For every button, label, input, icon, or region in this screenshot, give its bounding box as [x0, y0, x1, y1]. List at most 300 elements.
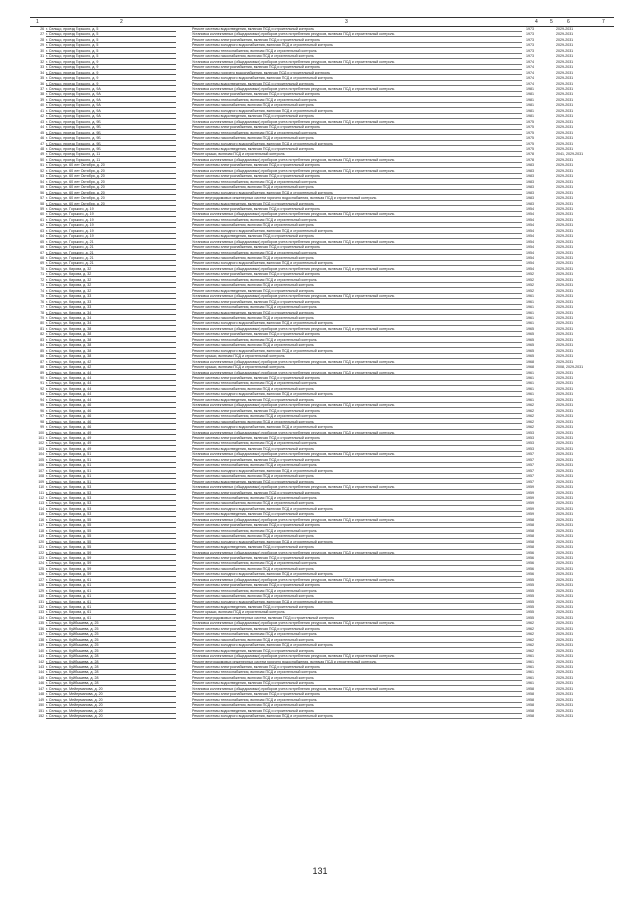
row-build-year: 1955	[526, 583, 534, 588]
row-address: г. Сельцо, ул. Кирова, д. 42	[46, 360, 176, 365]
row-build-year: 1981	[526, 108, 534, 113]
row-repair-period: 2029-2031	[556, 610, 574, 615]
row-work-type: Ремонт системы электроснабжения, включая ПСД и строительный контроль	[192, 272, 522, 277]
row-build-year: 1962	[526, 425, 534, 430]
row-number: 68	[40, 256, 44, 261]
row-number: 134	[38, 615, 44, 620]
row-address: г. Сельцо, проезд Горького, д. 9Б	[46, 142, 176, 147]
row-address: г. Сельцо, проезд Горького, д. 9Б	[46, 125, 176, 130]
row-number: 74	[40, 288, 44, 293]
row-number: 81	[40, 326, 44, 331]
row-repair-period: 2029-2031	[556, 386, 574, 391]
row-repair-period: 2029-2031	[556, 637, 574, 642]
row-work-type: Установка коллективных (общедомовых) приборов учета потребления ресурсов, включая ПСД и строительный контроль	[192, 485, 522, 490]
row-work-type: Установка коллективных (общедомовых) приборов учета потребления ресурсов, включая ПСД и строительный контроль	[192, 32, 522, 37]
row-number: 37	[40, 86, 44, 91]
row-repair-period: 2029-2031	[556, 545, 574, 550]
row-repair-period: 2029-2031	[556, 468, 574, 473]
row-address: г. Сельцо, ул. Кирова, д. 46	[46, 403, 176, 408]
row-number: 72	[40, 277, 44, 282]
row-address: г. Сельцо, ул. Кирова, д. 44	[46, 371, 176, 376]
row-work-type: Ремонт системы холодного водоснабжения, включая ПСД и строительный контроль	[192, 229, 522, 234]
row-number: 71	[40, 272, 44, 277]
row-address: г. Сельцо, проезд Горького, д. 5	[46, 32, 176, 37]
row-work-type: Ремонт системы теплоснабжения, включая ПСД и строительный контроль	[192, 414, 522, 419]
header-col-6: 6	[567, 19, 570, 25]
row-work-type: Ремонт системы теплоснабжения, включая ПСД и строительный контроль	[192, 251, 522, 256]
row-repair-period: 2029-2031	[556, 555, 574, 560]
row-number: 109	[38, 479, 44, 484]
row-build-year: 1957	[526, 468, 534, 473]
row-work-type: Установка коллективных (общедомовых) приборов учета потребления ресурсов, включая ПСД и строительный контроль	[192, 60, 522, 65]
row-repair-period: 2029-2031	[556, 588, 574, 593]
row-work-type: Ремонт системы теплоснабжения, включая ПСД и строительный контроль	[192, 218, 522, 223]
row-work-type: Установка коллективных (общедомовых) приборов учета потребления ресурсов, включая ПСД и строительный контроль	[192, 518, 522, 523]
row-number: 96	[40, 408, 44, 413]
row-build-year: 1983	[526, 179, 534, 184]
row-work-type: Установка коллективных (общедомовых) приборов учета потребления ресурсов, включая ПСД и строительный контроль	[192, 551, 522, 556]
row-number: 107	[38, 468, 44, 473]
row-address: г. Сельцо, ул. Кирова, д. 55	[46, 529, 176, 534]
row-build-year: 1965	[526, 337, 534, 342]
row-address: г. Сельцо, ул. Горького, д. 21	[46, 251, 176, 256]
row-build-year: 1958	[526, 523, 534, 528]
row-repair-period: 2029-2031	[556, 583, 574, 588]
row-repair-period: 2029-2031	[556, 256, 574, 261]
row-address: г. Сельцо, ул. Кирова, д. 61	[46, 605, 176, 610]
row-work-type: Установка коллективных (общедомовых) приборов учета потребления ресурсов, включая ПСД и строительный контроль	[192, 240, 522, 245]
row-work-type: Установка коллективных (общедомовых) приборов учета потребления ресурсов, включая ПСД и строительный контроль	[192, 120, 522, 125]
row-work-type: Ремонт системы холодного водоснабжения, включая ПСД и строительный контроль	[192, 392, 522, 397]
row-address: г. Сельцо, ул. Кирова, д. 46	[46, 425, 176, 430]
row-number: 116	[38, 517, 44, 522]
row-repair-period: 2029-2031	[556, 665, 574, 670]
row-number: 131	[38, 599, 44, 604]
row-work-type: Ремонт системы электроснабжения, включая ПСД и строительный контроль	[192, 207, 522, 212]
row-work-type: Ремонт системы газоснабжения, включая ПСД и строительный контроль	[192, 223, 522, 228]
repair-schedule-table	[30, 27, 620, 720]
row-build-year: 1962	[526, 403, 534, 408]
row-repair-period: 2029-2031	[556, 506, 574, 511]
row-work-type: Ремонт системы газоснабжения, включая ПСД и строительный контроль	[192, 256, 522, 261]
row-repair-period: 2029-2031	[556, 539, 574, 544]
row-address: г. Сельцо, ул. Кирова, д. 32	[46, 267, 176, 272]
row-address: г. Сельцо, ул. Кирова, д. 49	[46, 436, 176, 441]
row-number: 33	[40, 65, 44, 70]
row-repair-period: 2029-2031	[556, 185, 574, 190]
row-build-year: 1954	[526, 212, 534, 217]
row-repair-period: 2029-2031	[556, 572, 574, 577]
row-build-year: 1953	[526, 446, 534, 451]
row-number: 127	[38, 577, 44, 582]
row-work-type: Ремонт системы теплоснабжения, включая ПСД и строительный контроль	[192, 441, 522, 446]
row-build-year: 1974	[526, 59, 534, 64]
row-address: г. Сельцо, ул. Горького, д. 19	[46, 229, 176, 234]
row-address: г. Сельцо, ул. Кирова, д. 38	[46, 349, 176, 354]
row-repair-period: 2029-2031	[556, 457, 574, 462]
row-address: г. Сельцо, проезд Горького, д. 11	[46, 158, 176, 163]
row-address: г. Сельцо, ул. Кирова, д. 59	[46, 572, 176, 577]
row-build-year: 1983	[526, 201, 534, 206]
row-repair-period: 2029-2031	[556, 403, 574, 408]
row-work-type: Установка коллективных (общедомовых) приборов учета потребления ресурсов, включая ПСД и строительный контроль	[192, 294, 522, 299]
row-number: 105	[38, 457, 44, 462]
row-address: г. Сельцо, ул. Горького, д. 21	[46, 256, 176, 261]
row-repair-period: 2029-2031	[556, 157, 574, 162]
row-work-type: Ремонт системы водоотведения, включая ПСД и строительный контроль	[192, 447, 522, 452]
row-address: г. Сельцо, ул. Кирова, д. 38	[46, 354, 176, 359]
row-repair-period: 2029-2031	[556, 605, 574, 610]
row-repair-period: 2029-2031	[556, 76, 574, 81]
row-repair-period: 2029-2031	[556, 654, 574, 659]
row-build-year: 1981	[526, 114, 534, 119]
row-work-type: Ремонт системы теплоснабжения, включая ПСД и строительный контроль	[192, 98, 522, 103]
row-address: г. Сельцо, ул. Кирова, д. 44	[46, 387, 176, 392]
row-address: г. Сельцо, ул. Кирова, д. 42	[46, 365, 176, 370]
row-repair-period: 2029-2031	[556, 305, 574, 310]
row-repair-period: 2029-2031	[556, 495, 574, 500]
row-address: г. Сельцо, ул. Мейерманова, д. 20	[46, 692, 176, 697]
row-repair-period: 2029-2031	[556, 37, 574, 42]
row-repair-period: 2029-2031	[556, 59, 574, 64]
row-address: г. Сельцо, ул. Кирова, д. 44	[46, 376, 176, 381]
row-build-year: 1954	[526, 266, 534, 271]
row-repair-period: 2029-2031	[556, 381, 574, 386]
row-number: 31	[40, 54, 44, 59]
row-work-type: Ремонт системы газоснабжения, включая ПСД и строительный контроль	[192, 703, 522, 708]
row-work-type: Ремонт системы теплоснабжения, включая ПСД и строительный контроль	[192, 305, 522, 310]
row-address: г. Сельцо, ул. Кирова, д. 51	[46, 469, 176, 474]
row-build-year: 1961	[526, 386, 534, 391]
row-work-type: Ремонт системы газоснабжения, включая ПСД и строительный контроль	[192, 343, 522, 348]
row-build-year: 1961	[526, 299, 534, 304]
row-build-year: 1956	[526, 555, 534, 560]
row-address: г. Сельцо, ул. Кирова, д. 59	[46, 551, 176, 556]
row-build-year: 1981	[526, 97, 534, 102]
row-repair-period: 2029-2031	[556, 419, 574, 424]
row-build-year: 1961	[526, 392, 534, 397]
row-address: г. Сельцо, ул. Кирова, д. 53	[46, 501, 176, 506]
row-repair-period: 2029-2031	[556, 397, 574, 402]
row-repair-period: 2029-2031	[556, 234, 574, 239]
row-address: г. Сельцо, ул. Кирова, д. 32	[46, 272, 176, 277]
row-address: г. Сельцо, ул. Кирова, д. 44	[46, 398, 176, 403]
row-repair-period: 2029-2031	[556, 190, 574, 195]
row-number: 44	[40, 125, 44, 130]
row-build-year: 1961	[526, 681, 534, 686]
row-number: 143	[38, 665, 44, 670]
row-number: 67	[40, 250, 44, 255]
row-work-type: Ремонт внутридомовых инженерных систем, включая ПСД и строительный контроль	[192, 616, 522, 621]
row-number: 114	[38, 506, 44, 511]
row-build-year: 1957	[526, 452, 534, 457]
row-address: г. Сельцо, проезд Горького, д. 9А	[46, 98, 176, 103]
row-number: 35	[40, 76, 44, 81]
row-number: 36	[40, 81, 44, 86]
row-number: 52	[40, 168, 44, 173]
row-work-type: Установка коллективных (общедомовых) приборов учета потребления ресурсов, включая ПСД и строительный контроль	[192, 431, 522, 436]
row-address: г. Сельцо, ул. Мейерманова, д. 20	[46, 703, 176, 708]
row-number: 136	[38, 626, 44, 631]
row-address: г. Сельцо, ул. Кирова, д. 53	[46, 491, 176, 496]
row-address: г. Сельцо, ул. Кирова, д. 61	[46, 583, 176, 588]
row-work-type: Ремонт системы электроснабжения, включая ПСД и строительный контроль	[192, 409, 522, 414]
row-work-type: Ремонт системы электроснабжения, включая ПСД и строительный контроль	[192, 163, 522, 168]
row-address: г. Сельцо, ул. Кирова, д. 46	[46, 409, 176, 414]
row-repair-period: 2029-2031	[556, 659, 574, 664]
row-build-year: 1961	[526, 316, 534, 321]
row-build-year: 1962	[526, 626, 534, 631]
row-number: 65	[40, 239, 44, 244]
row-number: 70	[40, 266, 44, 271]
row-work-type: Ремонт системы холодного водоснабжения, включая ПСД и строительный контроль	[192, 540, 522, 545]
row-build-year: 1961	[526, 654, 534, 659]
row-repair-period: 2041, 2029-2031	[556, 152, 584, 157]
row-repair-period: 2029-2031	[556, 359, 574, 364]
row-number: 98	[40, 419, 44, 424]
row-work-type: Ремонт системы электроснабжения, включая ПСД и строительный контроль	[192, 300, 522, 305]
row-work-type: Ремонт системы электроснабжения, включая ПСД и строительный контроль	[192, 627, 522, 632]
row-address: г. Сельцо, ул. Кирова, д. 33	[46, 294, 176, 299]
row-repair-period: 2029-2031	[556, 119, 574, 124]
row-build-year: 1983	[526, 196, 534, 201]
row-number: 80	[40, 321, 44, 326]
row-repair-period: 2029-2031	[556, 294, 574, 299]
row-address: г. Сельцо, ул. Куйбышева, д. 28	[46, 676, 176, 681]
row-number: 103	[38, 446, 44, 451]
row-repair-period: 2029-2031	[556, 196, 574, 201]
row-address: г. Сельцо, ул. Куйбышева, д. 28	[46, 681, 176, 686]
row-work-type: Ремонт системы водоотведения, включая ПСД и строительный контроль	[192, 27, 522, 32]
row-repair-period: 2029-2031	[556, 621, 574, 626]
row-number: 84	[40, 343, 44, 348]
row-build-year: 1962	[526, 643, 534, 648]
row-number: 130	[38, 594, 44, 599]
row-number: 104	[38, 452, 44, 457]
row-build-year: 1953	[526, 441, 534, 446]
row-address: г. Сельцо, проезд Горького, д. 5	[46, 27, 176, 32]
row-number: 129	[38, 588, 44, 593]
row-address: г. Сельцо, ул. Кирова, д. 38	[46, 327, 176, 332]
row-address: г. Сельцо, ул. Куйбышева, д. 25	[46, 649, 176, 654]
row-repair-period: 2029-2031	[556, 146, 574, 151]
row-repair-period: 2029-2031	[556, 136, 574, 141]
row-address: г. Сельцо, ул. Мейерманова, д. 20	[46, 714, 176, 719]
row-build-year: 1955	[526, 577, 534, 582]
row-number: 58	[40, 201, 44, 206]
row-repair-period: 2029-2031	[556, 479, 574, 484]
row-address: г. Сельцо, ул. 60 лет Октября, д. 20	[46, 163, 176, 168]
row-build-year: 1973	[526, 54, 534, 59]
row-build-year: 1958	[526, 539, 534, 544]
row-number: 63	[40, 228, 44, 233]
row-work-type: Ремонт системы теплоснабжения, включая ПСД и строительный контроль	[192, 670, 522, 675]
row-repair-period: 2029-2031	[556, 228, 574, 233]
row-address: г. Сельцо, ул. Кирова, д. 59	[46, 567, 176, 572]
row-work-type: Ремонт системы водоотведения, включая ПСД и строительный контроль	[192, 398, 522, 403]
row-build-year: 1973	[526, 43, 534, 48]
row-address: г. Сельцо, ул. Кирова, д. 49	[46, 441, 176, 446]
row-build-year: 1954	[526, 228, 534, 233]
row-build-year: 1957	[526, 463, 534, 468]
row-repair-period: 2029-2031	[556, 561, 574, 566]
row-number: 111	[38, 490, 44, 495]
row-build-year: 1958	[526, 528, 534, 533]
row-address: г. Сельцо, ул. 60 лет Октября, д. 20	[46, 169, 176, 174]
row-repair-period: 2029-2031	[556, 92, 574, 97]
row-work-type: Установка коллективных (общедомовых) приборов учета потребления ресурсов, включая ПСД и строительный контроль	[192, 158, 522, 163]
row-build-year: 1959	[526, 512, 534, 517]
row-work-type: Ремонт системы теплоснабжения, включая ПСД и строительный контроль	[192, 278, 522, 283]
row-repair-period: 2029-2031	[556, 599, 574, 604]
row-number: 40	[40, 103, 44, 108]
row-address: г. Сельцо, проезд Горького, д. 5	[46, 43, 176, 48]
row-build-year: 1958	[526, 708, 534, 713]
row-work-type: Ремонт системы газоснабжения, включая ПСД и строительный контроль	[192, 676, 522, 681]
row-work-type: Ремонт системы газоснабжения, включая ПСД и строительный контроль	[192, 501, 522, 506]
row-number: 27	[40, 32, 44, 37]
row-number: 118	[38, 528, 44, 533]
row-address: г. Сельцо, ул. Мейерманова, д. 20	[46, 709, 176, 714]
row-number: 149	[38, 697, 44, 702]
row-work-type: Ремонт системы электроснабжения, включая ПСД и строительный контроль	[192, 523, 522, 528]
row-address: г. Сельцо, ул. Кирова, д. 59	[46, 561, 176, 566]
row-number: 112	[38, 495, 44, 500]
row-address: г. Сельцо, проезд Горького, д. 9Б	[46, 120, 176, 125]
row-work-type: Ремонт системы холодного водоснабжения, включая ПСД и строительный контроль	[192, 349, 522, 354]
row-repair-period: 2029-2031	[556, 103, 574, 108]
row-address: г. Сельцо, проезд Горького, д. 9Б	[46, 136, 176, 141]
row-address: г. Сельцо, проезд Горького, д. 9	[46, 60, 176, 65]
row-number: 120	[38, 539, 44, 544]
row-repair-period: 2029-2031	[556, 125, 574, 130]
row-work-type: Ремонт крыши, включая ПСД и строительный контроль	[192, 365, 522, 370]
row-work-type: Ремонт системы холодного водоснабжения, включая ПСД и строительный контроль	[192, 643, 522, 648]
row-address: г. Сельцо, проезд Горького, д. 5	[46, 49, 176, 54]
row-repair-period: 2029-2031	[556, 65, 574, 70]
row-work-type: Установка коллективных (общедомовых) приборов учета потребления ресурсов, включая ПСД и строительный контроль	[192, 403, 522, 408]
row-repair-period: 2029-2031	[556, 648, 574, 653]
row-work-type: Установка коллективных (общедомовых) приборов учета потребления ресурсов, включая ПСД и строительный контроль	[192, 212, 522, 217]
row-repair-period: 2029-2031	[556, 686, 574, 691]
row-repair-period: 2029-2031	[556, 266, 574, 271]
row-number: 55	[40, 185, 44, 190]
header-col-1: 1	[36, 19, 39, 25]
row-build-year: 1959	[526, 485, 534, 490]
row-build-year: 1962	[526, 414, 534, 419]
row-work-type: Ремонт системы теплоснабжения, включая ПСД и строительный контроль	[192, 561, 522, 566]
row-work-type: Ремонт системы водоотведения, включая ПСД и строительный контроль	[192, 545, 522, 550]
row-work-type: Ремонт системы водоотведения, включая ПСД и строительный контроль	[192, 709, 522, 714]
row-build-year: 1965	[526, 343, 534, 348]
row-address: г. Сельцо, ул. Кирова, д. 61	[46, 589, 176, 594]
row-work-type: Ремонт системы теплоснабжения, включая ПСД и строительный контроль	[192, 381, 522, 386]
row-repair-period: 2029-2031	[556, 332, 574, 337]
row-repair-period: 2029-2031	[556, 534, 574, 539]
row-address: г. Сельцо, ул. Горького, д. 21	[46, 240, 176, 245]
row-number: 102	[38, 441, 44, 446]
row-work-type: Ремонт системы горячего водоснабжения, включая ПСД и строительный контроль	[192, 71, 522, 76]
row-number: 49	[40, 152, 44, 157]
row-repair-period: 2029-2031	[556, 288, 574, 293]
row-address: г. Сельцо, ул. Кирова, д. 61	[46, 616, 176, 621]
row-work-type: Ремонт внутридомовых инженерных систем горячего водоснабжения, включая ПСД и строительный контроль	[192, 196, 522, 201]
row-number: 87	[40, 359, 44, 364]
row-number: 133	[38, 610, 44, 615]
row-number: 151	[38, 708, 44, 713]
row-build-year: 1965	[526, 354, 534, 359]
row-address: г. Сельцо, ул. Кирова, д. 53	[46, 507, 176, 512]
row-number: 138	[38, 637, 44, 642]
row-work-type: Ремонт системы электроснабжения, включая ПСД и строительный контроль	[192, 458, 522, 463]
row-address: г. Сельцо, ул. 60 лет Октября, д. 20	[46, 185, 176, 190]
row-build-year: 1956	[526, 572, 534, 577]
row-address: г. Сельцо, ул. Кирова, д. 61	[46, 600, 176, 605]
row-repair-period: 2029-2031	[556, 414, 574, 419]
row-work-type: Ремонт системы теплоснабжения, включая ПСД и строительный контроль	[192, 496, 522, 501]
row-number: 47	[40, 141, 44, 146]
row-build-year: 1958	[526, 692, 534, 697]
row-build-year: 1975	[526, 141, 534, 146]
row-address: г. Сельцо, ул. 60 лет Октября, д. 20	[46, 202, 176, 207]
row-number: 88	[40, 365, 44, 370]
row-work-type: Ремонт системы газоснабжения, включая ПСД и строительный контроль	[192, 474, 522, 479]
row-repair-period: 2008, 2029-2031	[556, 365, 584, 370]
header-col-3: 3	[345, 19, 348, 25]
row-work-type: Ремонт системы холодного водоснабжения, включая ПСД и строительный контроль	[192, 321, 522, 326]
row-build-year: 1954	[526, 261, 534, 266]
row-number: 150	[38, 703, 44, 708]
row-repair-period: 2029-2031	[556, 310, 574, 315]
row-work-type: Ремонт системы водоотведения, включая ПСД и строительный контроль	[192, 649, 522, 654]
row-address: г. Сельцо, ул. Кирова, д. 53	[46, 512, 176, 517]
row-repair-period: 2029-2031	[556, 675, 574, 680]
row-repair-period: 2029-2031	[556, 435, 574, 440]
row-address: г. Сельцо, ул. Кирова, д. 34	[46, 316, 176, 321]
row-build-year: 1954	[526, 217, 534, 222]
row-build-year: 1956	[526, 561, 534, 566]
row-build-year: 1965	[526, 332, 534, 337]
row-address: г. Сельцо, ул. Куйбышева, д. 28	[46, 665, 176, 670]
row-address: г. Сельцо, проезд Горького, д. 9А	[46, 114, 176, 119]
row-repair-period: 2029-2031	[556, 550, 574, 555]
row-address: г. Сельцо, ул. Кирова, д. 55	[46, 540, 176, 545]
row-address: г. Сельцо, проезд Горького, д. 9А	[46, 109, 176, 114]
row-repair-period: 2029-2031	[556, 272, 574, 277]
row-work-type: Установка коллективных (общедомовых) приборов учета потребления ресурсов, включая ПСД и строительный контроль	[192, 267, 522, 272]
row-build-year: 1961	[526, 381, 534, 386]
row-address: г. Сельцо, проезд Горького, д. 9А	[46, 87, 176, 92]
row-build-year: 1958	[526, 534, 534, 539]
row-number: 64	[40, 234, 44, 239]
row-number: 28	[40, 37, 44, 42]
row-work-type: Ремонт системы теплоснабжения, включая ПСД и строительный контроль	[192, 698, 522, 703]
row-number: 125	[38, 566, 44, 571]
row-build-year: 1954	[526, 234, 534, 239]
row-address: г. Сельцо, проезд Горького, д. 9	[46, 65, 176, 70]
column-number-header	[30, 17, 614, 27]
row-build-year: 1962	[526, 632, 534, 637]
row-address: г. Сельцо, ул. 60 лет Октября, д. 20	[46, 191, 176, 196]
row-work-type: Установка коллективных (общедомовых) приборов учета потребления ресурсов, включая ПСД и строительный контроль	[192, 452, 522, 457]
row-address: г. Сельцо, ул. Горького, д. 19	[46, 207, 176, 212]
row-address: г. Сельцо, ул. Куйбышева, д. 28	[46, 654, 176, 659]
row-number: 144	[38, 670, 44, 675]
row-repair-period: 2029-2031	[556, 370, 574, 375]
row-work-type: Ремонт крыши, включая ПСД и строительный контроль	[192, 354, 522, 359]
row-build-year: 1961	[526, 675, 534, 680]
row-number: 132	[38, 605, 44, 610]
